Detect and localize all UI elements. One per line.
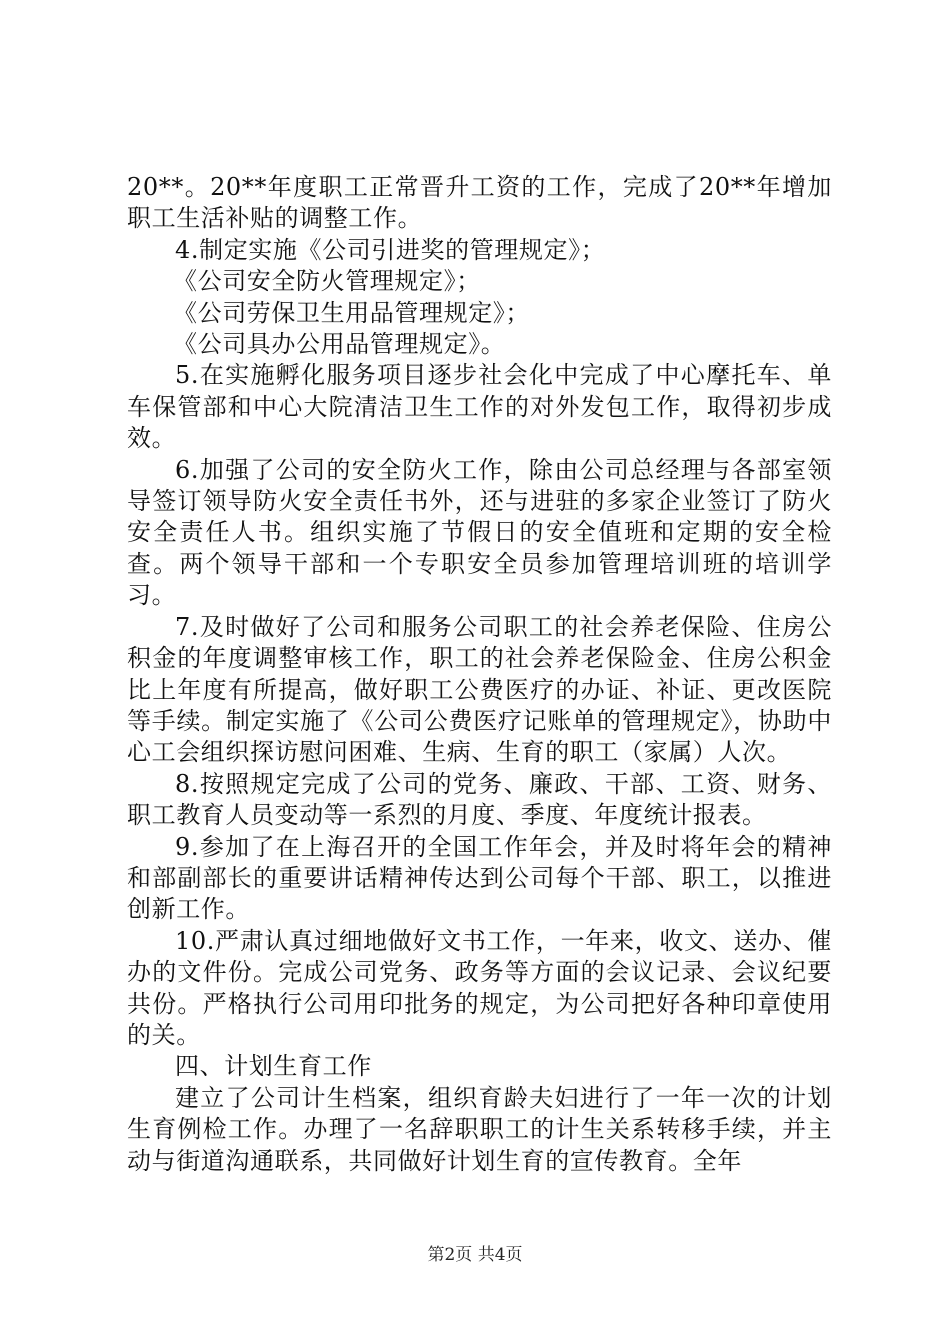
paragraph-regulation-office: 《公司具办公用品管理规定》。 (173, 330, 506, 359)
paragraph-regulation-labor: 《公司劳保卫生用品管理规定》； (173, 298, 530, 327)
paragraph-regulation-fire: 《公司安全防火管理规定》； (173, 267, 481, 296)
paragraph-item-6: 6.加强了公司的安全防火工作，除由公司总经理与各部室领导签订领导防火安全责任书外，还与进驻的多家企业签订了防火安全责任人书。组织实施了节假日的安全值班和定期的安全检查。两个领导干部和一个专职安全员参加管理培训班的培训学习。 (127, 455, 832, 610)
paragraph-item-9: 9.参加了在上海召开的全国工作年会，并及时将年会的精神和部副部长的重要讲话精神传达到公司每个干部、职工，以推进创新工作。 (127, 832, 832, 924)
paragraph-item-4: 4.制定实施《公司引进奖的管理规定》； (175, 235, 606, 264)
paragraph-item-10: 10.严肃认真过细地做好文书工作，一年来，收文、送办、催办的文件份。完成公司党务、政务等方面的会议记录、会议纪要共份。严格执行公司用印批务的规定，为公司把好各种印章使用的关。 (127, 926, 832, 1049)
paragraph-item-7: 7.及时做好了公司和服务公司职工的社会养老保险、住房公积金的年度调整审核工作，职工的社会养老保险金、住房公积金比上年度有所提高，做好职工公费医疗的办证、补证、更改医院等手续。制定实施了《公司公费医疗记账单的管理规定》，协助中心工会组织探访慰问困难、生病、生育的职工（家属）人次。 (127, 612, 832, 767)
paragraph-continuation: 20**。20**年度职工正常晋升工资的工作，完成了20**年增加职工生活补贴的调整工作。 (127, 173, 832, 233)
page-footer: 第2页 共4页 (427, 1245, 523, 1265)
section-heading-family-planning: 四、计划生育工作 (175, 1052, 372, 1081)
document-body (127, 172, 832, 1177)
paragraph-family-planning: 建立了公司计生档案，组织育龄夫妇进行了一年一次的计划生育例检工作。办理了一名辞职职工的计生关系转移手续，并主动与街道沟通联系，共同做好计划生育的宣传教育。全年 (127, 1083, 832, 1175)
paragraph-item-8: 8.按照规定完成了公司的党务、廉政、干部、工资、财务、职工教育人员变动等一系烈的月度、季度、年度统计报表。 (127, 769, 832, 830)
paragraph-item-5: 5.在实施孵化服务项目逐步社会化中完成了中心摩托车、单车保管部和中心大院清洁卫生工作的对外发包工作，取得初步成效。 (127, 361, 832, 453)
